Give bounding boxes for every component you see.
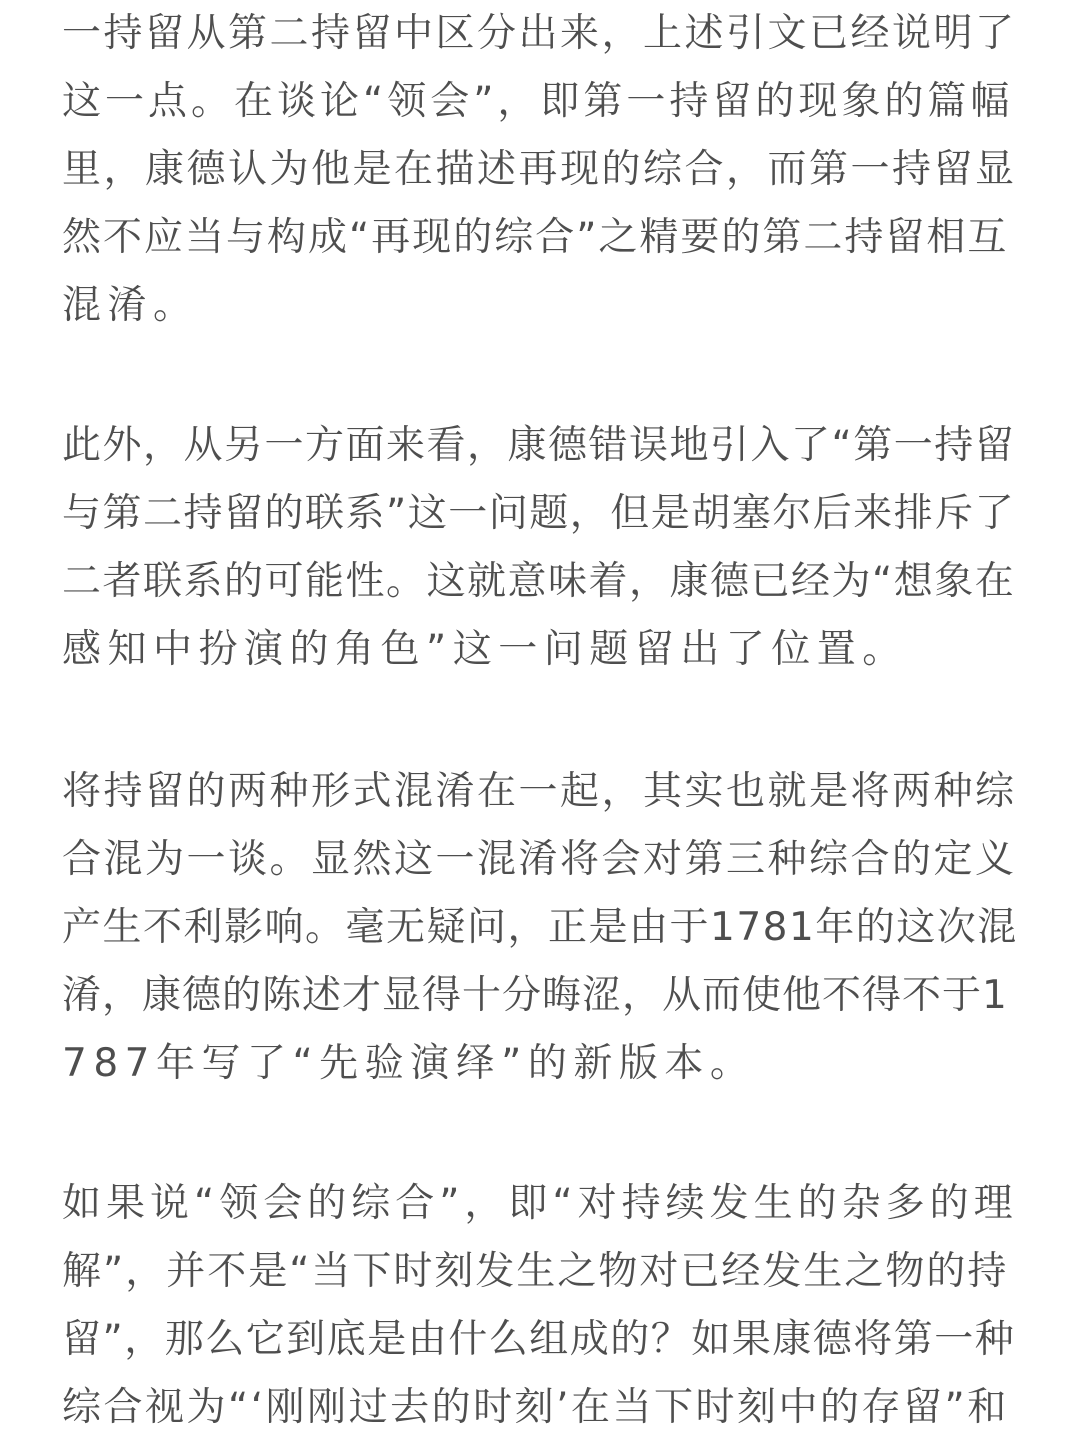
text-line: 一持留从第二持留中区分出来，上述引文已经说明了 bbox=[62, 11, 1017, 56]
text-line: 解”，并不是“当下时刻发生之物对已经发生之物的持 bbox=[62, 1249, 1009, 1294]
text-line: 里，康德认为他是在描述再现的综合，而第一持留显 bbox=[62, 147, 1017, 192]
text-line: 混淆。 bbox=[62, 283, 199, 328]
text-line: 淆，康德的陈述才显得十分晦涩，从而使他不得不于1 bbox=[62, 973, 1008, 1018]
text-line: 将持留的两种形式混淆在一起，其实也就是将两种综 bbox=[62, 769, 1017, 814]
text-line: 综合视为“‘刚刚过去的时刻’在当下时刻中的存留”和 bbox=[62, 1385, 1009, 1430]
text-line: 此外，从另一方面来看，康德错误地引入了“第一持留 bbox=[62, 423, 1016, 468]
text-line: 感知中扮演的角色”这一问题留出了位置。 bbox=[62, 627, 908, 672]
text-line: 然不应当与构成“再现的综合”之精要的第二持留相互 bbox=[62, 215, 1009, 260]
text-line: 二者联系的可能性。这就意味着，康德已经为“想象在 bbox=[62, 559, 1016, 604]
text-line: 留”，那么它到底是由什么组成的？如果康德将第一种 bbox=[62, 1317, 1016, 1362]
text-line: 与第二持留的联系”这一问题，但是胡塞尔后来排斥了 bbox=[62, 491, 1016, 536]
text-line: 787年写了“先验演绎”的新版本。 bbox=[62, 1041, 756, 1086]
text-line: 产生不利影响。毫无疑问，正是由于1781年的这次混 bbox=[62, 905, 1018, 950]
text-line: 这一点。在谈论“领会”，即第一持留的现象的篇幅 bbox=[62, 79, 1014, 124]
text-line: 合混为一谈。显然这一混淆将会对第三种综合的定义 bbox=[62, 837, 1017, 882]
text-line: 如果说“领会的综合”，即“对持续发生的杂多的理 bbox=[62, 1181, 1018, 1226]
